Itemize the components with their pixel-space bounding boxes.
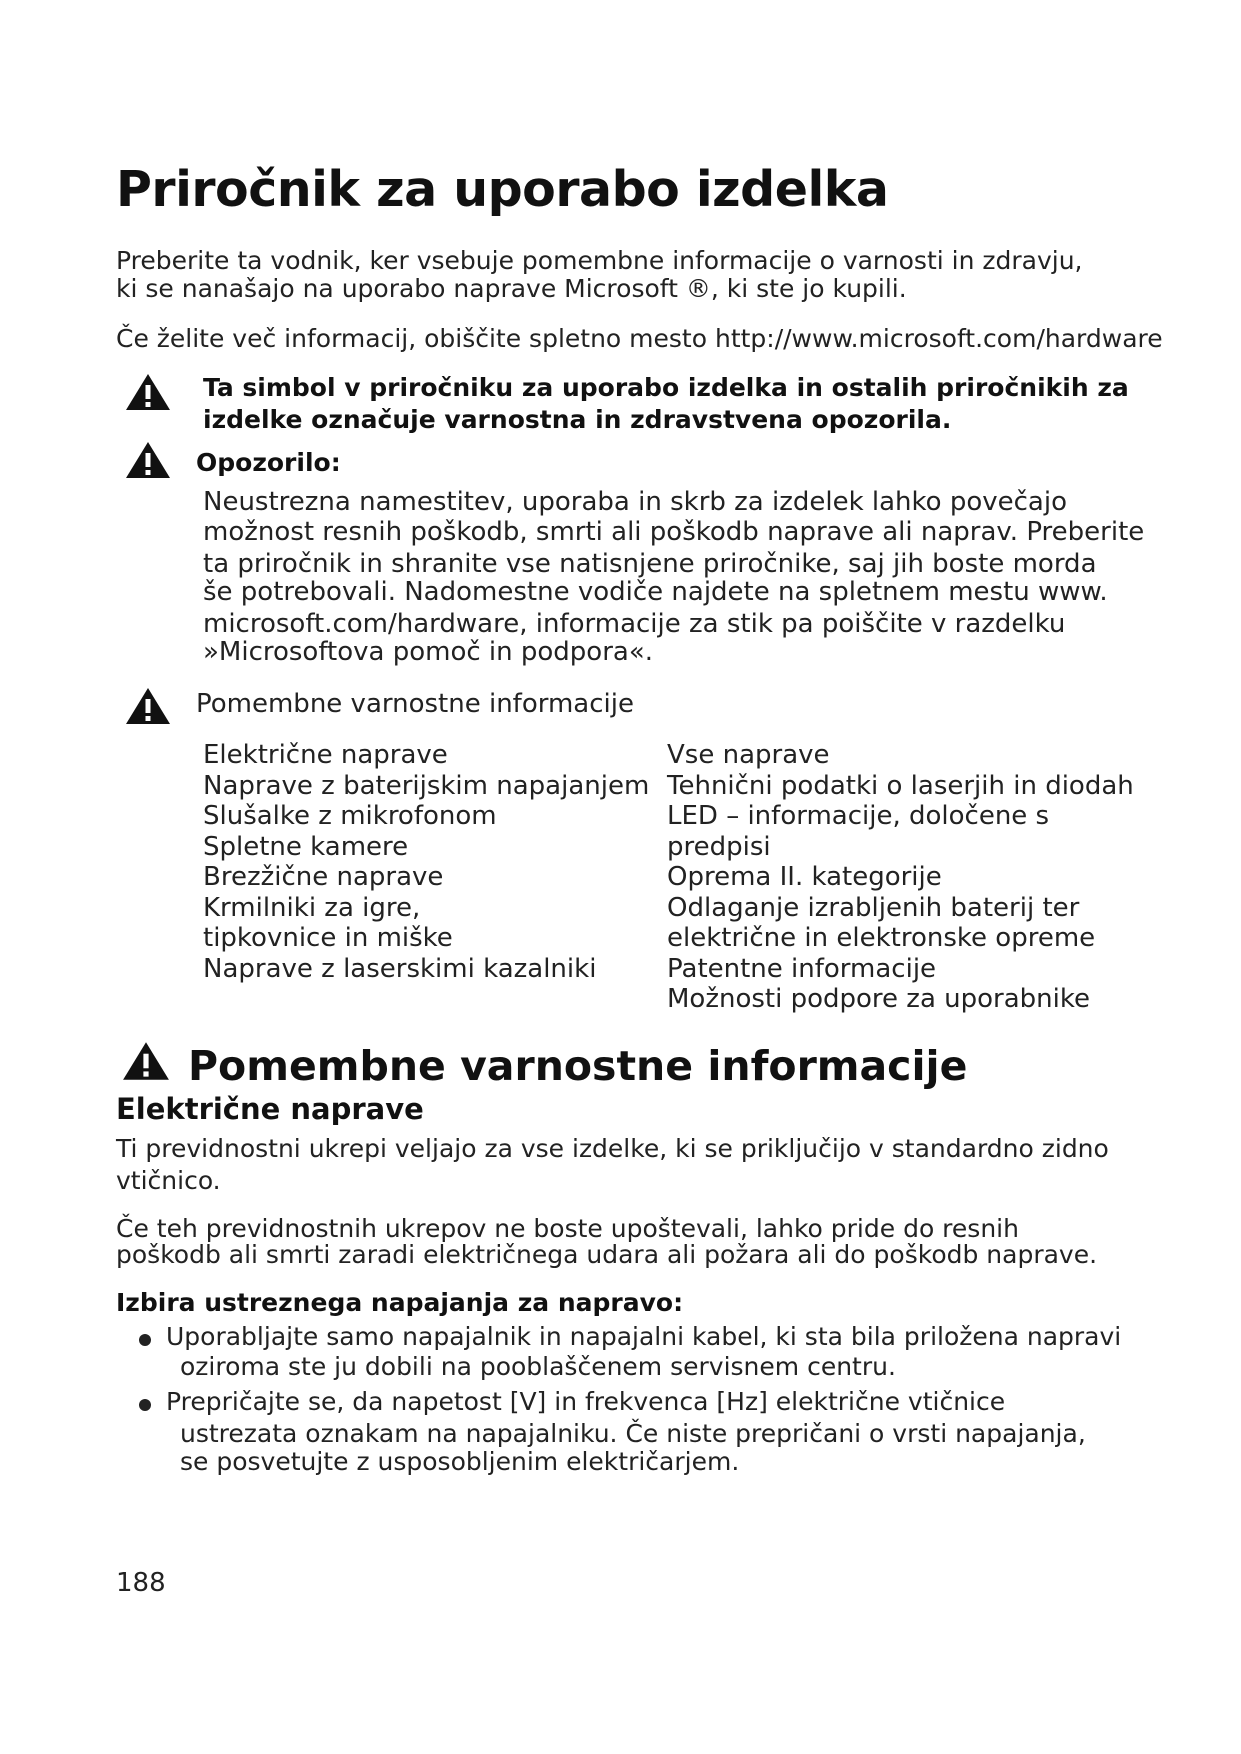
warning-heading: Opozorilo: [196, 448, 341, 477]
power-heading: Izbira ustreznega napajanja za napravo: [116, 1288, 684, 1317]
intro-line-2: ki se nanašajo na uporabo naprave Microsoft ®, ki ste jo kupili. [116, 274, 907, 303]
toc-item[interactable]: Patentne informacije [667, 953, 937, 984]
toc-item[interactable]: Električne naprave [203, 740, 448, 770]
toc-item[interactable]: Naprave z laserskimi kazalniki [203, 953, 597, 984]
toc-item[interactable]: Spletne kamere [203, 831, 409, 862]
warning-triangle-icon [124, 686, 172, 726]
warning-triangle-icon [124, 372, 172, 412]
bullet-line: Uporabljajte samo napajalnik in napajalni kabel, ki sta bila priložena napravi [166, 1322, 1122, 1351]
bullet-line: ustrezata oznakam na napajalniku. Če niste prepričani o vrsti napajanja, [180, 1419, 1086, 1448]
toc-item[interactable]: tipkovnice in miške [203, 923, 453, 953]
bullet-line: oziroma ste ju dobili na pooblaščenem servisnem centru. [180, 1352, 896, 1381]
page-number: 188 [116, 1568, 166, 1598]
toc-left-column [203, 740, 649, 984]
paragraph-line: Ti previdnostni ukrepi veljajo za vse izdelke, ki se priključijo v standardno zidno [116, 1134, 1109, 1163]
intro-line-1: Preberite ta vodnik, ker vsebuje pomembne informacije o varnosti in zdravju, [116, 246, 1083, 275]
warning-line: možnost resnih poškodb, smrti ali poškodb naprave ali naprav. Preberite [203, 517, 1145, 547]
toc-right-column [667, 740, 1134, 1015]
bullet-icon [139, 1334, 151, 1346]
toc-item[interactable]: LED – informacije, določene s [667, 801, 1050, 831]
toc-heading: Pomembne varnostne informacije [196, 689, 634, 719]
toc-item[interactable]: Naprave z baterijskim napajanjem [203, 770, 650, 801]
warning-line: ta priročnik in shranite vse natisnjene priročnike, saj jih boste morda [203, 549, 1097, 579]
toc-item[interactable]: Tehnični podatki o laserjih in diodah [667, 770, 1134, 801]
section-subheading: Električne naprave [116, 1092, 424, 1126]
paragraph-line: vtičnico. [116, 1166, 221, 1195]
toc-item[interactable]: električne in elektronske opreme [667, 923, 1096, 953]
section-heading: Pomembne varnostne informacije [188, 1042, 968, 1090]
warning-triangle-icon [121, 1040, 171, 1082]
symbol-note-line-2: izdelke označuje varnostna in zdravstvena opozorila. [203, 405, 952, 434]
paragraph-line: Če teh previdnostnih ukrepov ne boste upoštevali, lahko pride do resnih [116, 1214, 1019, 1243]
bullet-line: se posvetujte z usposobljenim električarjem. [180, 1447, 740, 1476]
warning-line: »Microsoftova pomoč in podpora«. [203, 637, 654, 667]
toc-item[interactable]: predpisi [667, 831, 771, 862]
more-info-text: Če želite več informacij, obiščite spletno mesto http://www.microsoft.com/hardware [116, 324, 1163, 353]
bullet-icon [139, 1399, 151, 1411]
toc-item[interactable]: Krmilniki za igre, [203, 892, 421, 923]
page-title: Priročnik za uporabo izdelka [116, 161, 889, 218]
toc-item[interactable]: Možnosti podpore za uporabnike [667, 984, 1090, 1014]
warning-line: microsoft.com/hardware, informacije za stik pa poiščite v razdelku [203, 609, 1066, 639]
toc-item[interactable]: Brezžične naprave [203, 862, 444, 892]
paragraph-line: poškodb ali smrti zaradi električnega udara ali požara ali do poškodb naprave. [116, 1240, 1098, 1269]
toc-item[interactable]: Oprema II. kategorije [667, 862, 942, 892]
toc-item[interactable]: Vse naprave [667, 740, 830, 770]
warning-line: Neustrezna namestitev, uporaba in skrb za izdelek lahko povečajo [203, 487, 1067, 517]
toc-item[interactable]: Odlaganje izrabljenih baterij ter [667, 892, 1080, 923]
warning-line: še potrebovali. Nadomestne vodiče najdete na spletnem mestu www. [203, 577, 1108, 607]
toc-item[interactable]: Slušalke z mikrofonom [203, 801, 497, 831]
symbol-note-line-1: Ta simbol v priročniku za uporabo izdelka in ostalih priročnikih za [203, 373, 1129, 402]
warning-triangle-icon [124, 440, 172, 480]
bullet-line: Prepričajte se, da napetost [V] in frekvenca [Hz] električne vtičnice [166, 1387, 1006, 1416]
